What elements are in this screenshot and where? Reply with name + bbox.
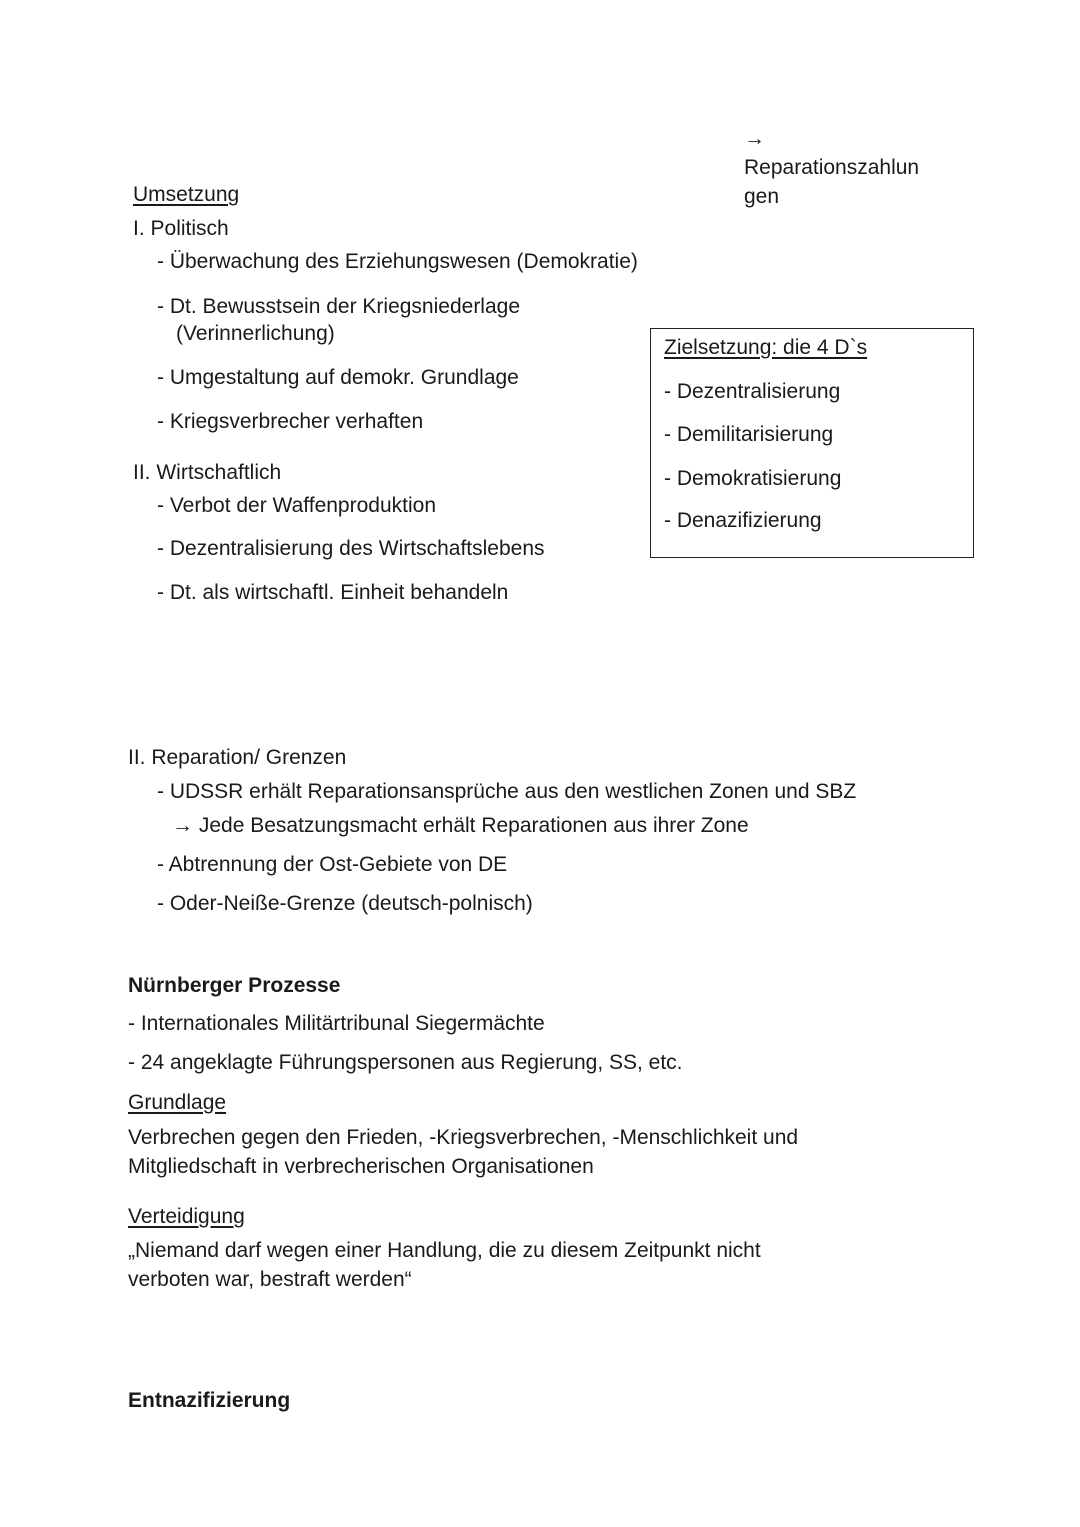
paragraph-line: Mitgliedschaft in verbrecherischen Organisationen bbox=[128, 1155, 594, 1178]
list-item: - Dt. Bewusstsein der Kriegsniederlage bbox=[157, 295, 521, 318]
list-item: - Verbot der Waffenproduktion bbox=[157, 494, 436, 517]
paragraph-line: „Niemand darf wegen einer Handlung, die zu diesem Zeitpunkt nicht bbox=[128, 1239, 761, 1262]
list-item: (Verinnerlichung) bbox=[176, 322, 335, 345]
list-item: - Oder-Neiße-Grenze (deutsch-polnisch) bbox=[157, 892, 533, 915]
list-item: - Abtrennung der Ost-Gebiete von DE bbox=[157, 853, 508, 876]
politisch-title: I. Politisch bbox=[133, 217, 229, 240]
list-item: - Überwachung des Erziehungswesen (Demokratie) bbox=[157, 250, 638, 273]
entnazifizierung-title: Entnazifizierung bbox=[128, 1389, 291, 1412]
arrow-icon: → bbox=[744, 127, 765, 150]
side-note-line: Reparationszahlun bbox=[744, 156, 920, 179]
zielsetzung-title: Zielsetzung: die 4 D`s bbox=[664, 336, 868, 359]
list-item: - 24 angeklagte Führungspersonen aus Regierung, SS, etc. bbox=[128, 1051, 683, 1074]
list-item: → Jede Besatzungsmacht erhält Reparationen aus ihrer Zone bbox=[172, 814, 749, 837]
list-item: - Dezentralisierung des Wirtschaftslebens bbox=[157, 537, 545, 560]
list-item: - Dt. als wirtschaftl. Einheit behandeln bbox=[157, 581, 509, 604]
list-item: - Internationales Militärtribunal Siegermächte bbox=[128, 1012, 545, 1035]
umsetzung-heading: Umsetzung bbox=[133, 183, 240, 206]
list-item: - Denazifizierung bbox=[664, 509, 822, 532]
list-item: - Dezentralisierung bbox=[664, 380, 841, 403]
wirtschaftlich-title: II. Wirtschaftlich bbox=[133, 461, 282, 484]
paragraph-line: verboten war, bestraft werden“ bbox=[128, 1268, 412, 1291]
list-item: - Demokratisierung bbox=[664, 467, 842, 490]
list-item: - Demilitarisierung bbox=[664, 423, 834, 446]
paragraph-line: Verbrechen gegen den Frieden, -Kriegsverbrechen, -Menschlichkeit und bbox=[128, 1126, 799, 1149]
list-item: - Kriegsverbrecher verhaften bbox=[157, 410, 424, 433]
side-note-line: gen bbox=[744, 185, 780, 208]
nuernberg-title: Nürnberger Prozesse bbox=[128, 974, 341, 997]
reparation-title: II. Reparation/ Grenzen bbox=[128, 746, 347, 769]
verteidigung-heading: Verteidigung bbox=[128, 1205, 245, 1228]
list-item: - Umgestaltung auf demokr. Grundlage bbox=[157, 366, 519, 389]
list-item: - UDSSR erhält Reparationsansprüche aus den westlichen Zonen und SBZ bbox=[157, 780, 857, 803]
grundlage-heading: Grundlage bbox=[128, 1091, 227, 1114]
